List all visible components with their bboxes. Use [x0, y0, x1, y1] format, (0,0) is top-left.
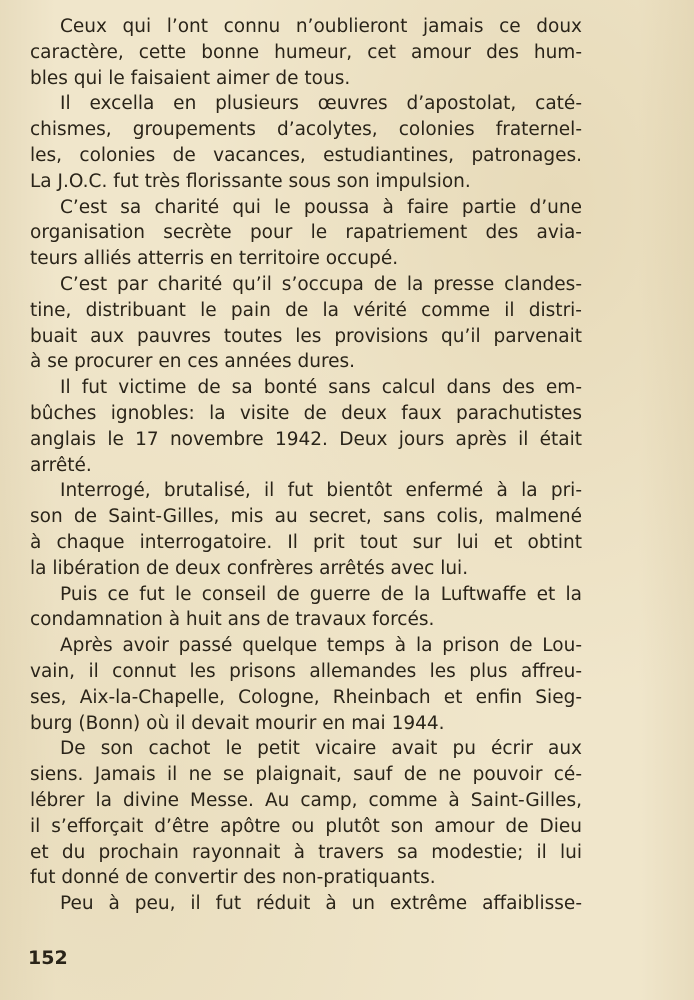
body-text [30, 14, 582, 917]
text-line: arrêté. [30, 454, 92, 476]
text-line: organisation secrète pour le rapatriement des avia- [30, 222, 582, 244]
text-line: bûches ignobles: la visite de deux faux parachutistes [30, 402, 582, 424]
text-line: Il fut victime de sa bonté sans calcul dans des em- [60, 377, 582, 399]
page-number: 152 [28, 947, 68, 969]
text-line: à se procurer en ces années dures. [30, 351, 356, 373]
text-line: fut donné de convertir des non-pratiquants. [30, 867, 436, 889]
text-line: buait aux pauvres toutes les provisions qu’il parvenait [30, 325, 582, 347]
text-line: Puis ce fut le conseil de guerre de la Luftwaffe et la [60, 583, 582, 605]
text-line: Après avoir passé quelque temps à la prison de Lou- [60, 635, 582, 657]
text-line: son de Saint-Gilles, mis au secret, sans colis, malmené [30, 506, 582, 528]
text-line: C’est par charité qu’il s’occupa de la presse clandes- [60, 273, 582, 295]
text-line: bles qui le faisaient aimer de tous. [30, 67, 351, 89]
text-line: Il excella en plusieurs œuvres d’apostolat, caté- [60, 93, 582, 115]
text-line: la libération de deux confrères arrêtés avec lui. [30, 557, 469, 579]
text-line: Peu à peu, il fut réduit à un extrême affaiblisse- [60, 893, 582, 915]
text-line: à chaque interrogatoire. Il prit tout sur lui et obtint [30, 531, 582, 553]
text-line: La J.O.C. fut très florissante sous son impulsion. [30, 170, 471, 192]
text-line: tine, distribuant le pain de la vérité comme il distri- [30, 299, 582, 321]
text-line: caractère, cette bonne humeur, cet amour des hum- [30, 41, 582, 63]
text-line: anglais le 17 novembre 1942. Deux jours après il était [30, 428, 582, 450]
text-line: ses, Aix-la-Chapelle, Cologne, Rheinbach et enfin Sieg- [30, 686, 582, 708]
text-line: vain, il connut les prisons allemandes les plus affreu- [30, 660, 582, 682]
text-line: burg (Bonn) où il devait mourir en mai 1944. [30, 712, 445, 734]
text-line: les, colonies de vacances, estudiantines, patronages. [30, 144, 582, 166]
text-line: C’est sa charité qui le poussa à faire partie d’une [60, 196, 582, 218]
text-line: condamnation à huit ans de travaux forcés. [30, 609, 435, 631]
text-line: il s’efforçait d’être apôtre ou plutôt son amour de Dieu [30, 815, 582, 837]
text-line: chismes, groupements d’acolytes, colonies fraternel- [30, 119, 582, 141]
text-line: Ceux qui l’ont connu n’oublieront jamais ce doux [60, 16, 582, 37]
text-line: teurs alliés atterris en territoire occupé. [30, 248, 399, 270]
text-line: De son cachot le petit vicaire avait pu écrir aux [60, 738, 582, 760]
text-line: siens. Jamais il ne se plaignait, sauf de ne pouvoir cé- [30, 764, 582, 786]
text-line: et du prochain rayonnait à travers sa modestie; il lui [30, 841, 582, 863]
text-line: Interrogé, brutalisé, il fut bientôt enfermé à la pri- [60, 480, 582, 502]
text-line: lébrer la divine Messe. Au camp, comme à Saint-Gilles, [30, 789, 582, 811]
